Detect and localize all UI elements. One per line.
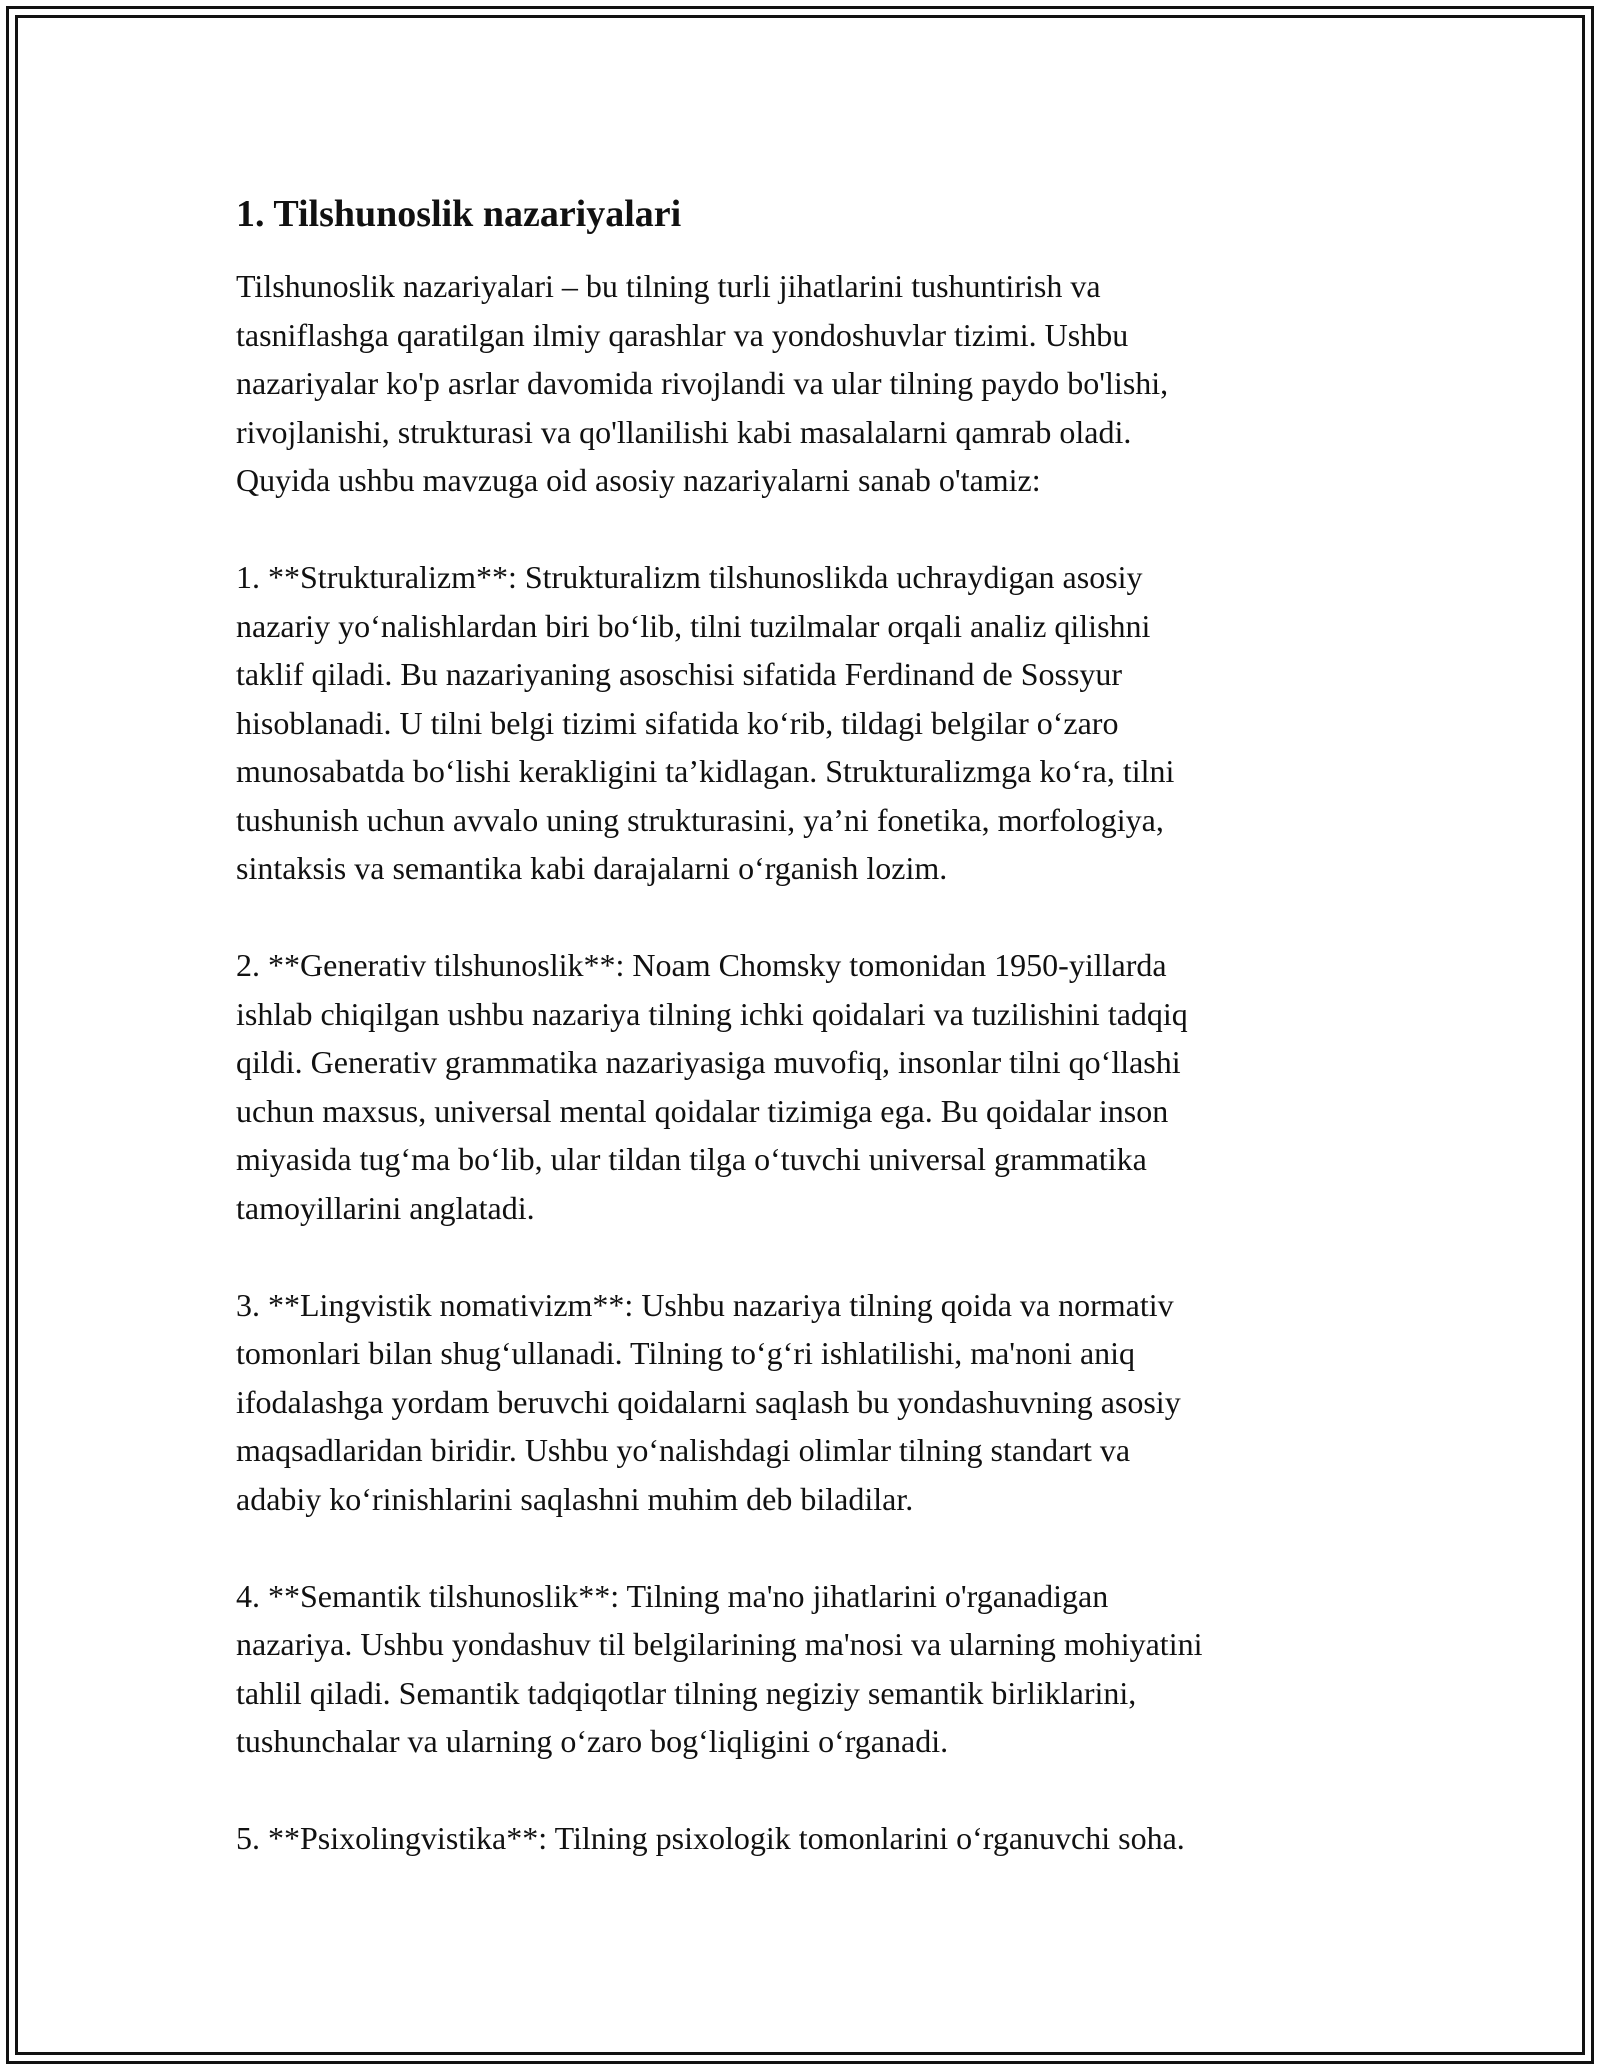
list-item-semantik-tilshunoslik	[236, 1572, 1376, 1766]
text-line: nazariyalar ko'p asrlar davomida rivojlandi va ular tilning paydo bo'lishi,	[236, 365, 1169, 401]
text-line: 4. **Semantik tilshunoslik**: Tilning ma'no jihatlarini o'rganadigan	[236, 1577, 1109, 1614]
text-line: taklif qiladi. Bu nazariyaning asoschisi sifatida Ferdinand de Sossyur	[236, 656, 1123, 692]
intro-paragraph	[236, 262, 1376, 505]
text-line: 3. **Lingvistik nomativizm**: Ushbu nazariya tilning qoida va normativ	[236, 1286, 1174, 1323]
text-line: tahlil qiladi. Semantik tadqiqotlar tilning negiziy semantik birliklarini,	[236, 1674, 1137, 1711]
text-line: nazariya. Ushbu yondashuv til belgilarining ma'nosi va ularning mohiyatini	[236, 1626, 1203, 1662]
text-line: miyasida tugʻma boʻlib, ular tildan tilga oʻtuvchi universal grammatika	[236, 1141, 1147, 1177]
list-item-generativ-tilshunoslik	[236, 941, 1376, 1232]
text-line: ifodalashga yordam beruvchi qoidalarni saqlash bu yondashuvning asosiy	[236, 1383, 1181, 1420]
text-line: maqsadlaridan biridir. Ushbu yoʻnalishdagi olimlar tilning standart va	[236, 1432, 1131, 1468]
text-line: adabiy koʻrinishlarini saqlashni muhim deb biladilar.	[236, 1480, 914, 1517]
text-line: tasniflashga qaratilgan ilmiy qarashlar va yondoshuvlar tizimi. Ushbu	[236, 316, 1129, 353]
document-body	[236, 190, 1376, 1863]
text-line: 1. **Strukturalizm**: Strukturalizm tilshunoslikda uchraydigan asosiy	[236, 559, 1143, 595]
text-line: Tilshunoslik nazariyalari – bu tilning turli jihatlarini tushuntirish va	[236, 268, 1101, 304]
text-line: qildi. Generativ grammatika nazariyasiga muvofiq, insonlar tilni qoʻllashi	[236, 1044, 1181, 1080]
text-line: hisoblanadi. U tilni belgi tizimi sifatida koʻrib, tildagi belgilar oʻzaro	[236, 704, 1119, 741]
list-item-lingvistik-nomativizm	[236, 1281, 1376, 1524]
text-line: 2. **Generativ tilshunoslik**: Noam Chomsky tomonidan 1950-yillarda	[236, 947, 1167, 983]
text-line: tushunchalar va ularning oʻzaro bogʻliqligini oʻrganadi.	[236, 1723, 949, 1759]
text-line: rivojlanishi, strukturasi va qo'llanilishi kabi masalalarni qamrab oladi.	[236, 413, 1132, 450]
list-item-strukturalizm	[236, 553, 1376, 893]
text-line: tomonlari bilan shugʻullanadi. Tilning toʻgʻri ishlatilishi, ma'noni aniq	[236, 1335, 1136, 1371]
text-line: tamoyillarini anglatadi.	[236, 1189, 535, 1226]
text-line: Quyida ushbu mavzuga oid asosiy nazariyalarni sanab o'tamiz:	[236, 462, 1041, 498]
list-item-psixolingvistika	[236, 1814, 1376, 1863]
text-line: tushunish uchun avvalo uning strukturasini, yaʼni fonetika, morfologiya,	[236, 801, 1164, 838]
text-line: munosabatda boʻlishi kerakligini taʼkidlagan. Strukturalizmga koʻra, tilni	[236, 753, 1175, 789]
text-line: ishlab chiqilgan ushbu nazariya tilning ichki qoidalari va tuzilishini tadqiq	[236, 995, 1188, 1032]
text-line: nazariy yoʻnalishlardan biri boʻlib, tilni tuzilmalar orqali analiz qilishni	[236, 607, 1151, 644]
text-line: uchun maxsus, universal mental qoidalar tizimiga ega. Bu qoidalar inson	[236, 1092, 1169, 1129]
text-line: sintaksis va semantika kabi darajalarni oʻrganish lozim.	[236, 850, 948, 886]
text-line: 5. **Psixolingvistika**: Tilning psixologik tomonlarini oʻrganuvchi soha.	[236, 1820, 1185, 1856]
document-title: 1. Tilshunoslik nazariyalari	[236, 193, 682, 235]
